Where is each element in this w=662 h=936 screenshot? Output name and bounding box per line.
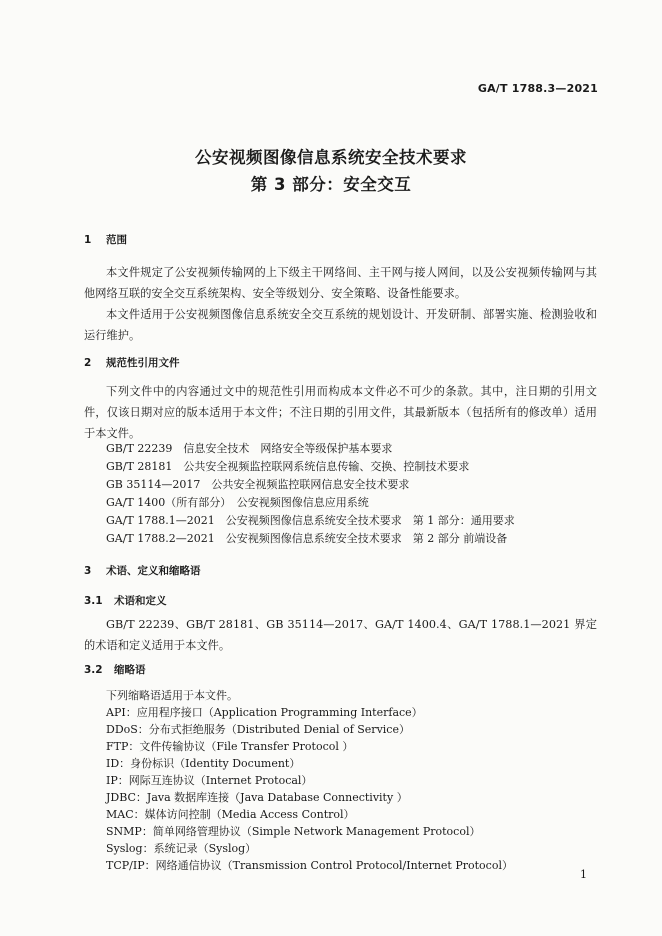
section-title: 缩略语	[114, 664, 146, 676]
section-1-heading	[84, 232, 127, 247]
reference-item: GB/T 22239 信息安全技术 网络安全等级保护基本要求	[106, 442, 393, 455]
section-3-2-heading	[84, 662, 146, 677]
abbreviations-intro: 下列缩略语适用于本文件。	[106, 689, 238, 702]
abbreviation-item: ID：身份标识（Identity Document）	[106, 757, 301, 770]
abbreviation-item: DDoS：分布式拒绝服务（Distributed Denial of Service）	[106, 723, 410, 736]
section-2-heading	[84, 355, 180, 370]
section-number: 3.2	[84, 664, 103, 676]
section-2-paragraph: 下列文件中的内容通过文中的规范性引用而构成本文件必不可少的条款。其中，注日期的引用文件，仅该日期对应的版本适用于本文件；不注日期的引用文件，其最新版本（包括所有的修改单）适用于本文件。	[84, 385, 597, 440]
section-1-paragraph-1: 本文件规定了公安视频传输网的上下级主干网络间、主干网与接人网间，以及公安视频传输网与其他网络互联的安全交互系统架构、安全等级划分、安全策略、设备性能要求。	[84, 266, 597, 300]
section-number: 3	[84, 565, 92, 577]
document-title: 公安视频图像信息系统安全技术要求	[195, 148, 467, 167]
abbreviation-item: TCP/IP：网络通信协议（Transmission Control Protocol/Internet Protocol）	[106, 859, 513, 872]
section-3-1-paragraph: GB/T 22239、GB/T 28181、GB 35114—2017、GA/T 1400.4、GA/T 1788.1—2021 界定的术语和定义适用于本文件。	[84, 618, 597, 652]
reference-item: GA/T 1400（所有部分） 公安视频图像信息应用系统	[106, 496, 369, 509]
section-title: 术语和定义	[114, 595, 167, 607]
section-3-1-heading	[84, 593, 167, 608]
abbreviation-item: IP：网际互连协议（Internet Protocal）	[106, 774, 313, 787]
document-subtitle: 第 3 部分：安全交互	[250, 175, 412, 194]
reference-item: GA/T 1788.1—2021 公安视频图像信息系统安全技术要求 第 1 部分：通用要求	[106, 514, 515, 527]
page-number: 1	[580, 868, 587, 881]
section-title: 规范性引用文件	[106, 357, 180, 369]
abbreviation-item: SNMP：简单网络管理协议（Simple Network Management Protocol）	[106, 825, 481, 838]
section-number: 1	[84, 234, 92, 246]
section-title: 范围	[106, 234, 127, 246]
reference-item: GB/T 28181 公共安全视频监控联网系统信息传输、交换、控制技术要求	[106, 460, 470, 473]
section-title: 术语、定义和缩略语	[106, 565, 201, 577]
abbreviation-item: API：应用程序接口（Application Programming Interface）	[106, 706, 423, 719]
abbreviation-item: Syslog：系统记录（Syslog）	[106, 842, 257, 855]
abbreviation-item: JDBC：Java 数据库连接（Java Database Connectivity ）	[106, 791, 408, 804]
standard-code: GA/T 1788.3—2021	[477, 82, 598, 95]
abbreviation-item: FTP：文件传输协议（File Transfer Protocol ）	[106, 740, 354, 753]
section-number: 3.1	[84, 595, 103, 607]
abbreviation-item: MAC：媒体访问控制（Media Access Control）	[106, 808, 355, 821]
section-3-heading	[84, 563, 201, 578]
reference-item: GA/T 1788.2—2021 公安视频图像信息系统安全技术要求 第 2 部分 前端设备	[106, 532, 508, 545]
section-1-paragraph-2: 本文件适用于公安视频图像信息系统安全交互系统的规划设计、开发研制、部署实施、检测验收和运行维护。	[84, 308, 597, 342]
section-number: 2	[84, 357, 92, 369]
reference-item: GB 35114—2017 公共安全视频监控联网信息安全技术要求	[106, 478, 410, 491]
